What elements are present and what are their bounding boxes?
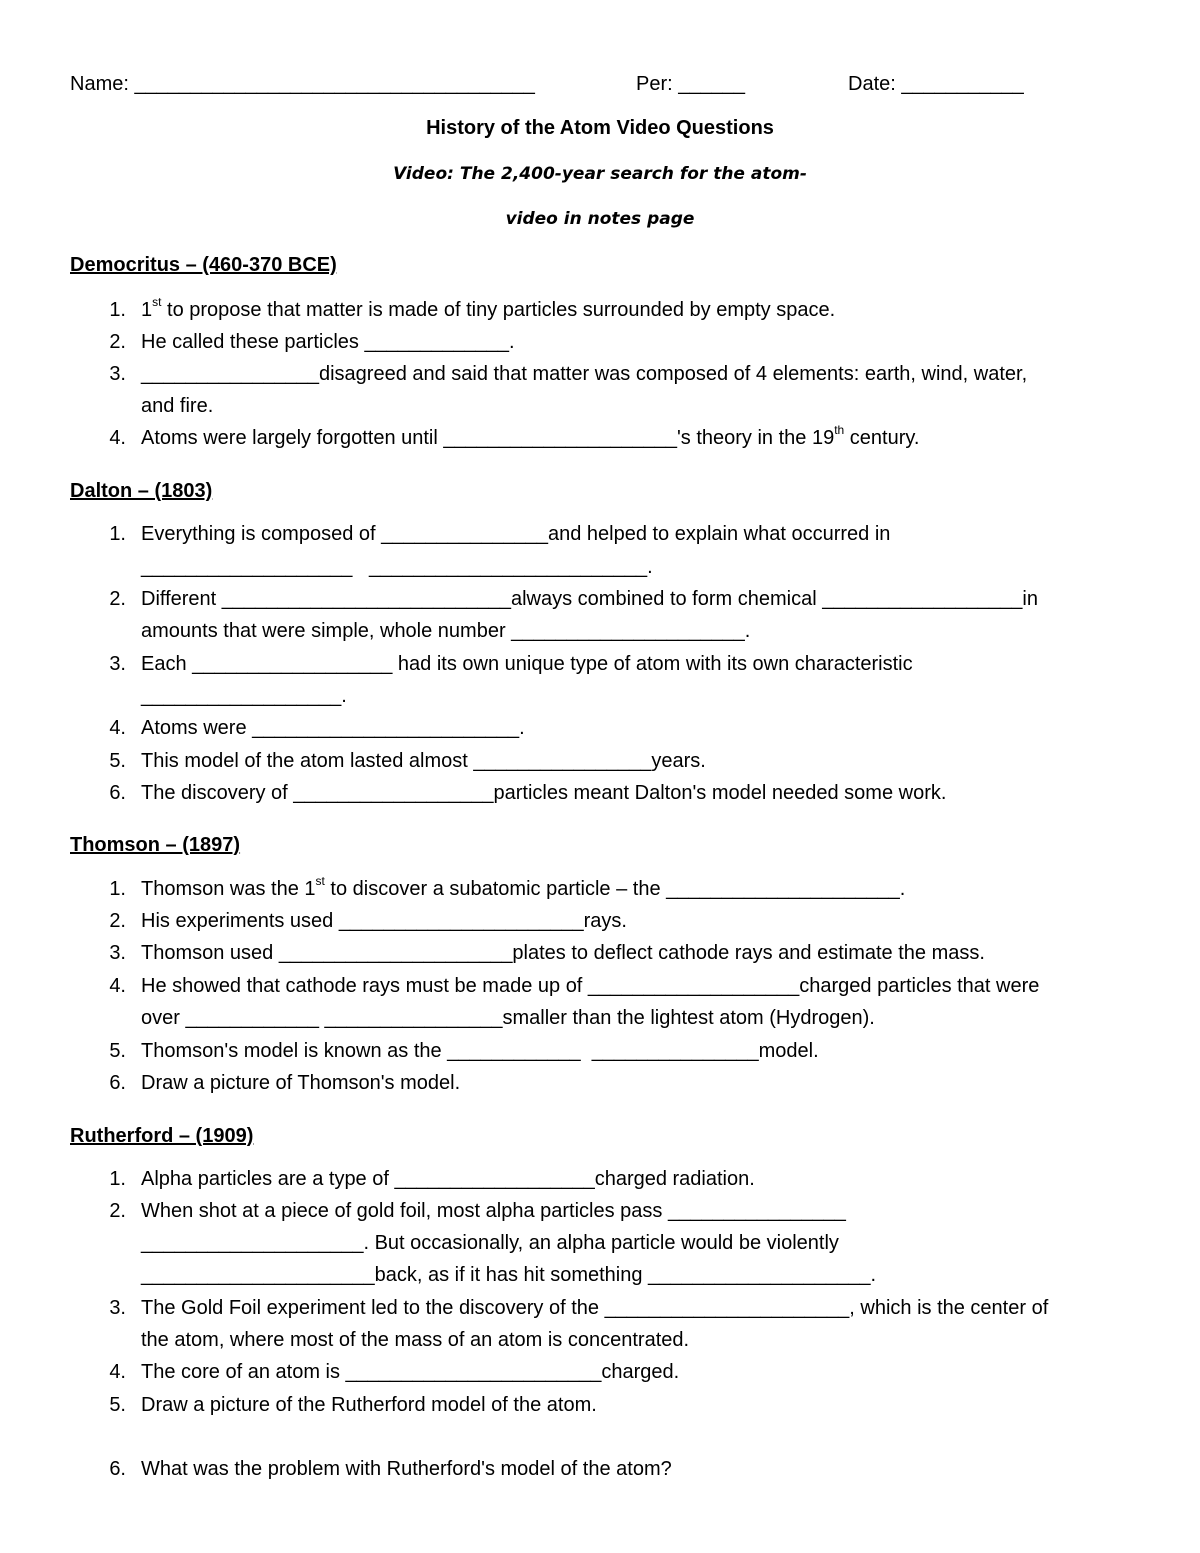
question-number: 4. (109, 427, 126, 449)
question-text (141, 295, 836, 322)
question-text-continued: and fire. (141, 395, 214, 417)
question-text-part: Atoms were largely forgotten until _____________________'s theory in the 19 (141, 427, 835, 449)
question-text: Each __________________ had its own unique type of atom with its own characteristic (141, 653, 913, 675)
question-number: 3. (109, 363, 126, 385)
question-number: 2. (109, 331, 126, 353)
question-text: Everything is composed of _______________and helped to explain what occurred in (141, 523, 891, 545)
question-text: Draw a picture of Thomson's model. (141, 1072, 461, 1094)
question-text-continued: __________________. (141, 685, 347, 707)
question-text: Draw a picture of the Rutherford model of the atom. (141, 1394, 597, 1416)
question-number: 1. (109, 299, 126, 321)
question-text: Atoms were ________________________. (141, 717, 525, 739)
question-text: His experiments used ______________________rays. (141, 910, 627, 932)
video-location-note: video in notes page (505, 209, 695, 229)
question-text-continued: ___________________ _________________________. (141, 556, 653, 578)
question-number: 2. (109, 910, 126, 932)
superscript: st (152, 295, 162, 310)
question-text-continued: the atom, where most of the mass of an atom is concentrated. (141, 1329, 690, 1351)
question-number: 5. (109, 1394, 126, 1416)
page-title: History of the Atom Video Questions (426, 117, 774, 139)
question-text-continued: amounts that were simple, whole number _____________________. (141, 620, 751, 642)
question-text-part: 1 (141, 299, 153, 321)
date-field-label: Date: ___________ (848, 73, 1024, 95)
video-subtitle: Video: The 2,400-year search for the atom- (393, 164, 807, 184)
section-heading-dalton: Dalton – (1803) (70, 480, 213, 502)
name-field-label: Name: ____________________________________ (70, 73, 535, 95)
question-text: ________________disagreed and said that matter was composed of 4 elements: earth, wind, water, (141, 363, 1028, 385)
question-text-part: to discover a subatomic particle – the _____________________. (324, 878, 906, 900)
question-text: He called these particles _____________. (141, 331, 515, 353)
question-text-part: century. (844, 427, 920, 449)
question-text (141, 874, 906, 901)
question-text: Thomson used _____________________plates to deflect cathode rays and estimate the mass. (141, 942, 985, 964)
question-number: 5. (109, 750, 126, 772)
question-number: 4. (109, 1361, 126, 1383)
question-text: What was the problem with Rutherford's model of the atom? (141, 1458, 672, 1480)
question-text: Alpha particles are a type of __________________charged radiation. (141, 1168, 755, 1190)
question-text (141, 423, 920, 450)
question-number: 1. (109, 1168, 126, 1190)
question-text: Different __________________________always combined to form chemical __________________in (141, 588, 1038, 610)
question-number: 3. (109, 1297, 126, 1319)
section-heading-thomson: Thomson – (1897) (70, 834, 241, 856)
question-number: 3. (109, 942, 126, 964)
question-number: 6. (109, 1072, 126, 1094)
section-heading-democritus: Democritus – (460-370 BCE) (70, 254, 337, 276)
question-text-part: Thomson was the 1 (141, 878, 316, 900)
question-text-part: to propose that matter is made of tiny particles surrounded by empty space. (161, 299, 836, 321)
question-number: 6. (109, 1458, 126, 1480)
superscript: th (834, 423, 845, 438)
question-text-continued: over ____________ ________________smaller than the lightest atom (Hydrogen). (141, 1007, 875, 1029)
question-number: 1. (109, 878, 126, 900)
question-text: This model of the atom lasted almost ________________years. (141, 750, 706, 772)
question-number: 4. (109, 975, 126, 997)
question-text: The core of an atom is _______________________charged. (141, 1361, 680, 1383)
question-number: 6. (109, 782, 126, 804)
question-text: Thomson's model is known as the ____________ _______________model. (141, 1040, 819, 1062)
superscript: st (315, 874, 325, 889)
question-text-continued: ____________________. But occasionally, an alpha particle would be violently (141, 1232, 839, 1254)
section-heading-rutherford: Rutherford – (1909) (70, 1125, 254, 1147)
question-text: When shot at a piece of gold foil, most alpha particles pass ________________ (141, 1200, 846, 1222)
question-text-continued: _____________________back, as if it has hit something ____________________. (141, 1264, 877, 1286)
question-text: The Gold Foil experiment led to the discovery of the ______________________, which is the center of (141, 1297, 1049, 1319)
question-number: 3. (109, 653, 126, 675)
question-text: He showed that cathode rays must be made up of ___________________charged particles that were (141, 975, 1040, 997)
question-number: 4. (109, 717, 126, 739)
question-number: 2. (109, 1200, 126, 1222)
question-number: 5. (109, 1040, 126, 1062)
period-field-label: Per: ______ (636, 73, 745, 95)
question-number: 1. (109, 523, 126, 545)
question-number: 2. (109, 588, 126, 610)
question-text: The discovery of __________________particles meant Dalton's model needed some work. (141, 782, 947, 804)
